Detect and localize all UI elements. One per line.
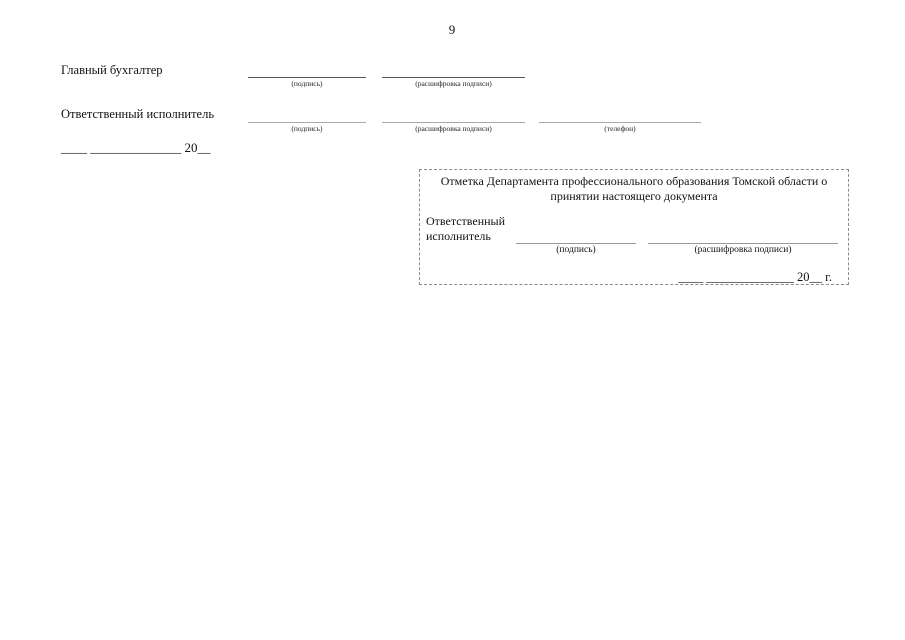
acceptance-mark-box <box>419 169 849 285</box>
executor-decoding-line <box>382 122 525 123</box>
acceptance-box-date-line: ____ ______________ 20__ г. <box>678 270 832 284</box>
acceptance-box-title <box>420 174 848 204</box>
acceptance-box-executor-label <box>426 214 526 244</box>
executor-decoding-caption: (расшифровка подписи) <box>415 124 492 133</box>
page-number: 9 <box>448 22 456 37</box>
chief-accountant-signature-caption: (подпись) <box>291 79 323 88</box>
chief-accountant-label: Главный бухгалтер <box>61 63 163 77</box>
date-line: ____ ______________ 20__ <box>61 140 211 155</box>
chief-accountant-decoding-caption: (расшифровка подписи) <box>415 79 492 88</box>
acceptance-box-signature-caption: (подпись) <box>556 245 596 255</box>
acceptance-box-decoding-caption: (расшифровка подписи) <box>694 245 792 255</box>
chief-accountant-signature-line <box>248 77 366 78</box>
chief-accountant-decoding-line <box>382 77 525 78</box>
acceptance-box-executor-label-line-1: Ответственный <box>426 214 506 228</box>
executor-signature-caption: (подпись) <box>291 124 323 133</box>
executor-signature-line <box>248 122 366 123</box>
responsible-executor-label: Ответственный исполнитель <box>61 107 215 121</box>
acceptance-box-signature-line <box>516 243 636 244</box>
acceptance-box-title-line-2: принятии настоящего документа <box>550 189 718 203</box>
acceptance-box-title-line-1: Отметка Департамента профессионального образования Томской области о <box>440 174 828 188</box>
acceptance-box-decoding-line <box>648 243 838 244</box>
acceptance-box-executor-label-line-2: исполнитель <box>426 229 491 243</box>
executor-phone-caption: (телефон) <box>604 124 636 133</box>
executor-phone-line <box>539 122 701 123</box>
